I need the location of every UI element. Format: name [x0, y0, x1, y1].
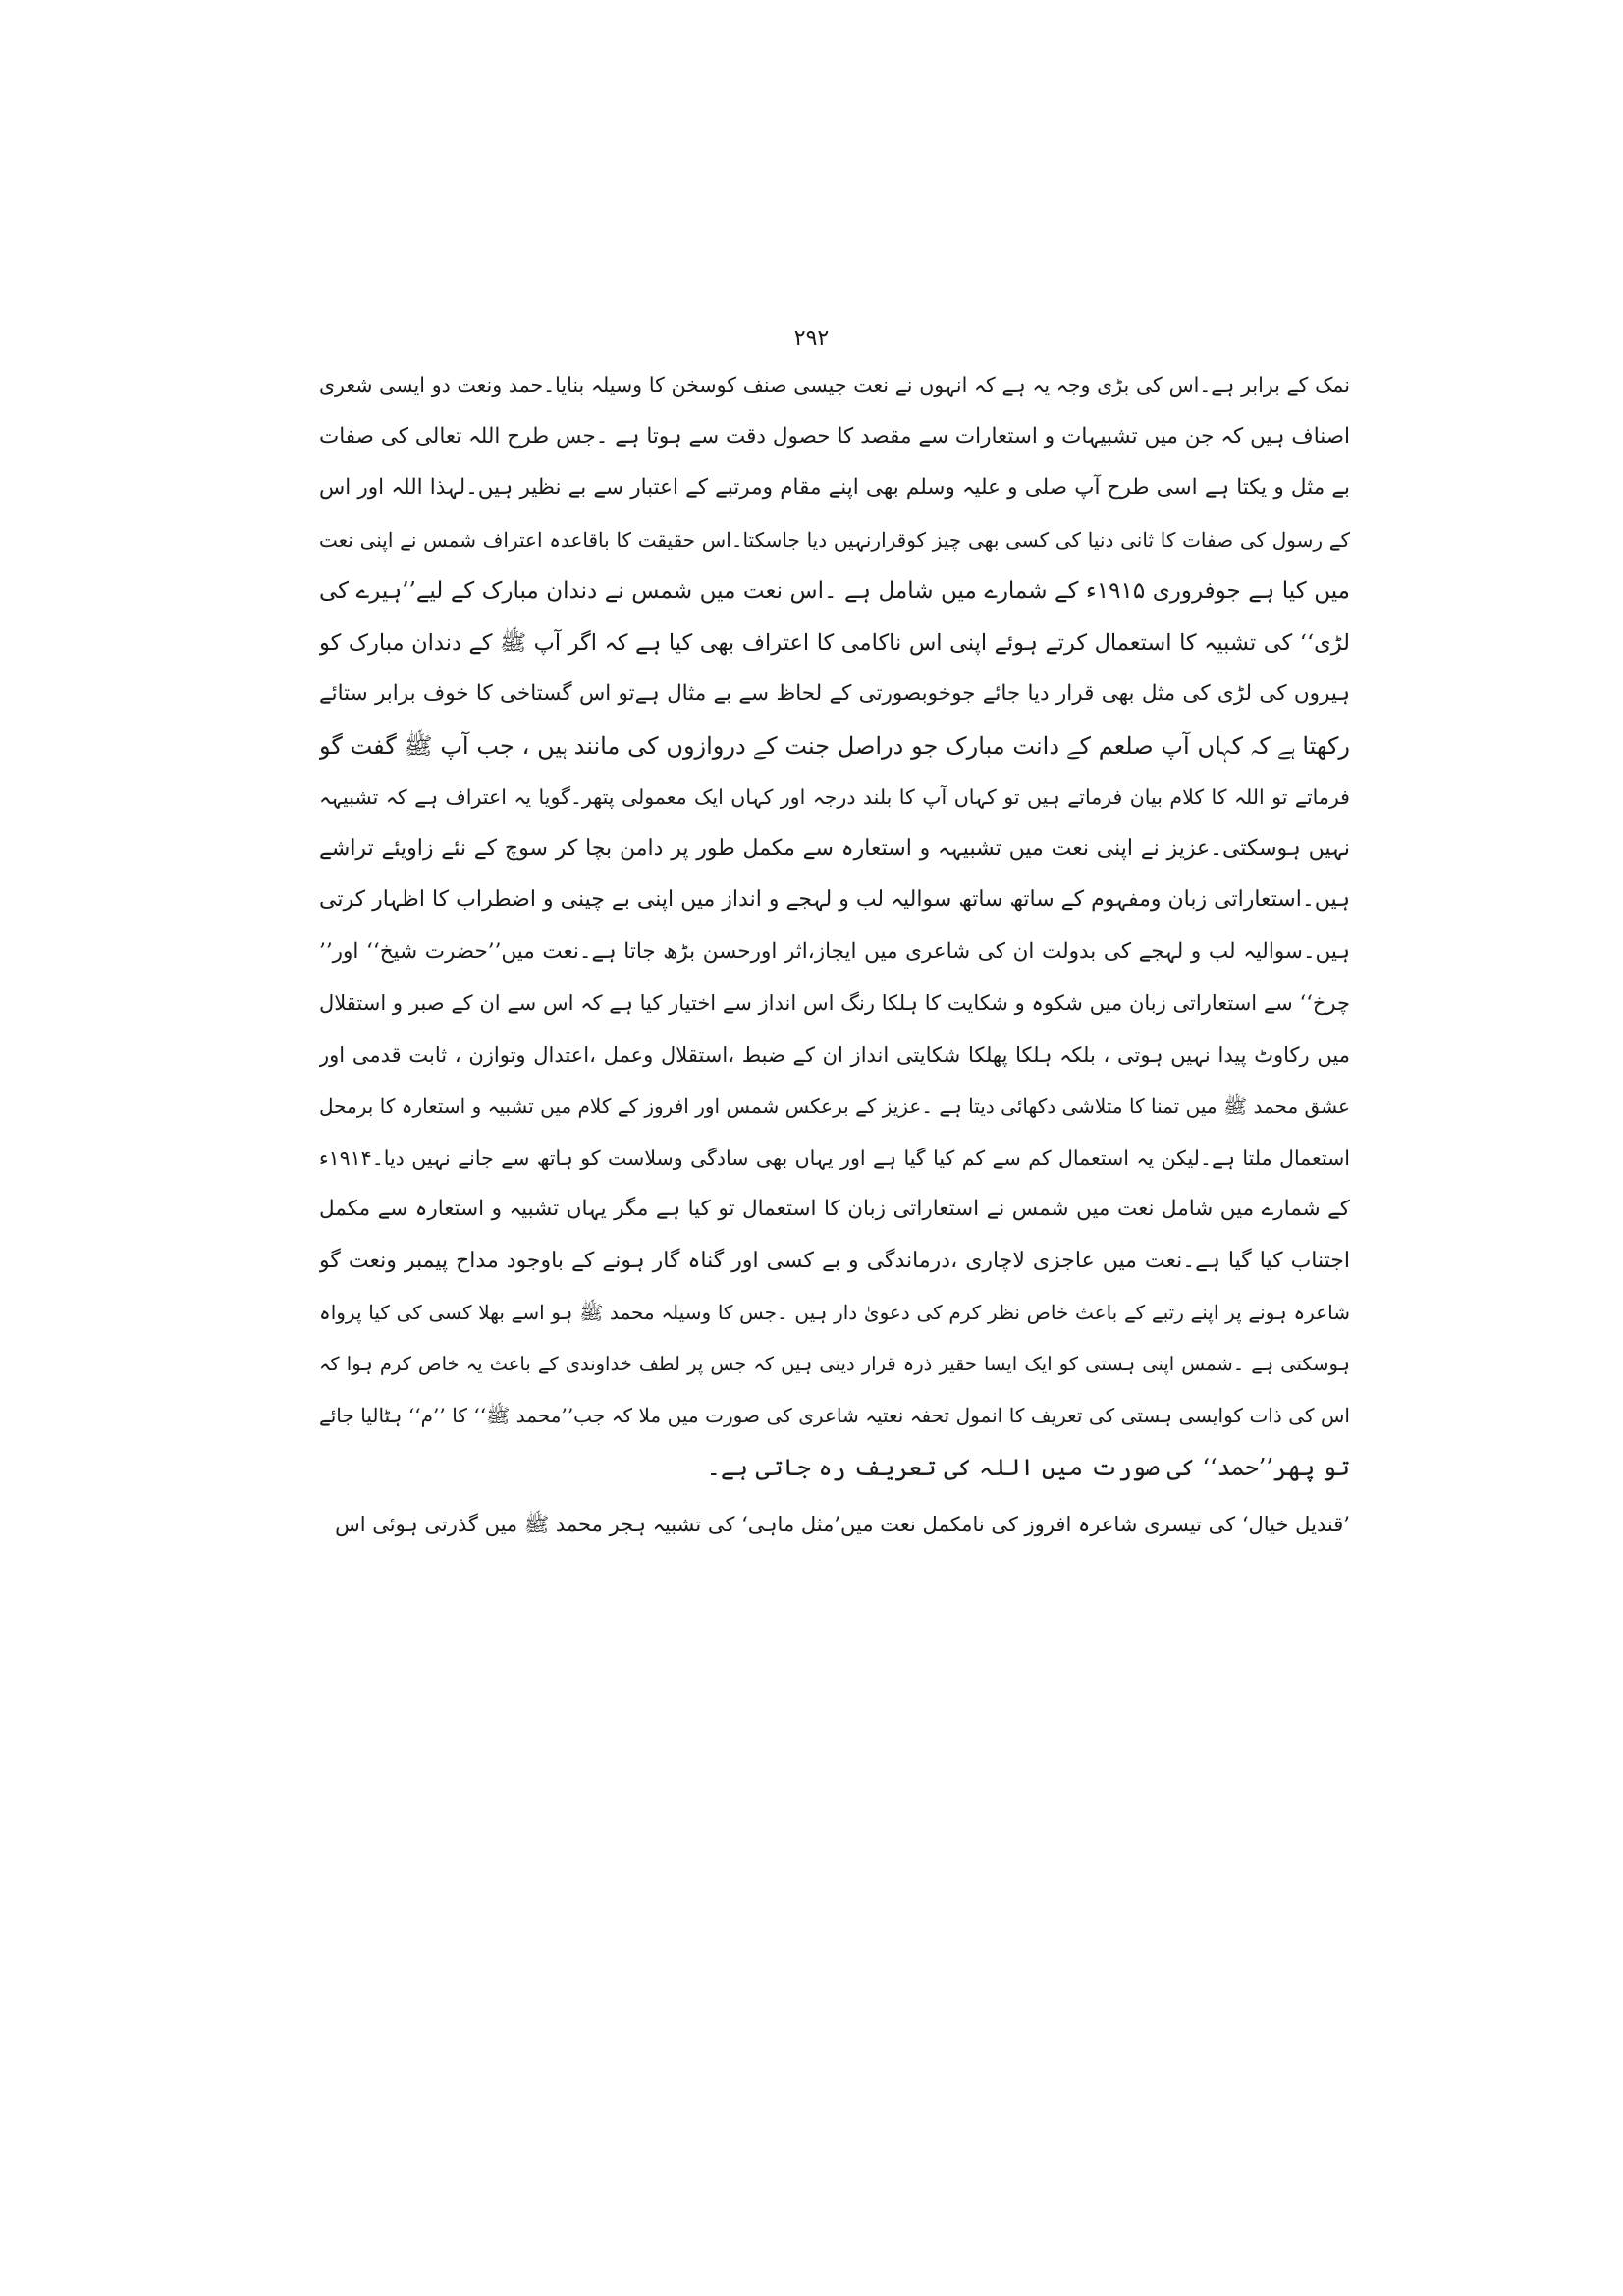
text-line: ہوسکتی ہے ۔شمس اپنی ہستی کو ایک ایسا حقیر ذرہ قرار دیتی ہیں کہ جس پر لطف خداوندی کے باعث یہ خاص کرم ہوا کہ [319, 1352, 1350, 1375]
text-line: لڑی‘‘ کی تشبیہ کا استعمال کرتے ہوئے اپنی اس ناکامی کا اعتراف بھی کیا ہے کہ اگر آپ ﷺ کے دندان مبارک کو [319, 629, 1350, 656]
text-line: چرخ‘‘ سے استعاراتی زبان میں شکوہ و شکایت کا ہلکا رنگ اس انداز سے اختیار کیا ہے کہ اس سے ان کے صبر و استقلال [319, 991, 1350, 1015]
text-line: کے رسول کی صفات کا ثانی دنیا کی کسی بھی چیز کوقرارنہیں دیا جاسکتا۔اس حقیقت کا باقاعدہ اعتراف شمس نے اپنی نعت [319, 527, 1350, 552]
text-line: میں کیا ہے جوفروری ۱۹۱۵ء کے شمارے میں شامل ہے ۔اس نعت میں شمس نے دندان مبارک کے لیے’’ہیرے کی [319, 578, 1350, 604]
text-line: اس کی ذات کوایسی ہستی کی تعریف کا انمول تحفہ نعتیہ شاعری کی صورت میں ملا کہ جب’’محمد ﷺ‘‘ کا ’’م‘‘ ہٹالیا جائے [319, 1404, 1350, 1427]
text-line: نہیں ہوسکتی۔عزیز نے اپنی نعت میں تشبیہہ و استعارہ سے مکمل طور پر دامن بچا کر سوچ کے نئے زاویئے تراشے [319, 835, 1350, 861]
text-line: کے شمارے میں شامل نعت میں شمس نے استعاراتی زبان کا استعمال تو کیا ہے مگر یہاں تشبیہ و استعارہ سے مکمل [319, 1197, 1350, 1221]
text-line: میں رکاوٹ پیدا نہیں ہوتی ، بلکہ ہلکا پھلکا شکایتی انداز ان کے ضبط ،استقلال وعمل ،اعتدال وتوازن ، ثابت قدمی اور [319, 1042, 1350, 1067]
text-line: استعمال ملتا ہے۔لیکن یہ استعمال کم سے کم کیا گیا ہے اور یہاں بھی سادگی وسلاست کو ہاتھ سے جانے نہیں دیا۔۱۹۱۴ء [319, 1146, 1350, 1170]
text-line: اصناف ہیں کہ جن میں تشبیہات و استعارات سے مقصد کا حصول دقت سے ہوتا ہے ۔جس طرح اللہ تعالی کی صفات [319, 423, 1350, 449]
text-line: ہیں۔سوالیہ لب و لہجے کی بدولت ان کی شاعری میں ایجاز،اثر اورحسن بڑھ جاتا ہے۔نعت میں’’حضرت شیخ‘‘ اور’’ [319, 938, 1350, 964]
body-text [319, 359, 1350, 1551]
page-number: ۲۹۲ [793, 326, 830, 350]
text-line: عشق محمد ﷺ میں تمنا کا متلاشی دکھائی دیتا ہے ۔عزیز کے برعکس شمس اور افروز کے کلام میں تشبیہ و استعارہ کا برمحل [319, 1095, 1350, 1118]
text-line: ہیں۔استعاراتی زبان ومفہوم کے ساتھ ساتھ سوالیہ لب و لہجے و انداز میں اپنی بے چینی و اضطراب کا اظہار کرتی [319, 887, 1350, 912]
text-line: ہیروں کی لڑی کی مثل بھی قرار دیا جائے جوخوبصورتی کے لحاظ سے بے مثال ہےتو اس گستاخی کا خوف برابر ستائے [319, 681, 1350, 706]
text-line-new-paragraph: ’قندیل خیال‘ کی تیسری شاعرہ افروز کی نامکمل نعت میں’مثل ماہی‘ کی تشبیہ ہجر محمد ﷺ میں گذرتی ہوئی اس [335, 1513, 1350, 1536]
text-line: نمک کے برابر ہے۔اس کی بڑی وجہ یہ ہے کہ انہوں نے نعت جیسی صنف کوسخن کا وسیلہ بنایا۔حمد ونعت دو ایسی شعری [319, 373, 1350, 397]
text-line: اجتناب کیا گیا ہے۔نعت میں عاجزی لاچاری ،درماندگی و بے کسی اور گناہ گار ہونے کے باوجود مداح پیمبر ونعت گو [319, 1248, 1350, 1273]
text-line-paragraph-end: تو پھر’’حمد‘‘ کی صورت میں اللہ کی تعریف رہ جاتی ہے۔ [706, 1453, 1350, 1481]
text-line: رکھتا ہے کہ کہاں آپ صلعم کے دانت مبارک جو دراصل جنت کے دروازوں کی مانند ہیں ، جب آپ ﷺ گفت گو [319, 731, 1350, 760]
text-line: فرماتے تو اللہ کا کلام بیان فرماتے ہیں تو کہاں آپ کا بلند درجہ اور کہاں ایک معمولی پتھر۔گویا یہ اعتراف ہے کہ تشبیہہ [319, 785, 1350, 809]
text-line: شاعرہ ہونے پر اپنے رتبے کے باعث خاص نظر کرم کی دعویٰ دار ہیں ۔جس کا وسیلہ محمد ﷺ ہو اسے بھلا کسی کی کیا پرواہ [319, 1301, 1350, 1324]
text-line: بے مثل و یکتا ہے اسی طرح آپ صلی و علیہ وسلم بھی اپنے مقام ومرتبے کے اعتبار سے بے نظیر ہیں۔لہذا اللہ اور اس [319, 475, 1350, 500]
